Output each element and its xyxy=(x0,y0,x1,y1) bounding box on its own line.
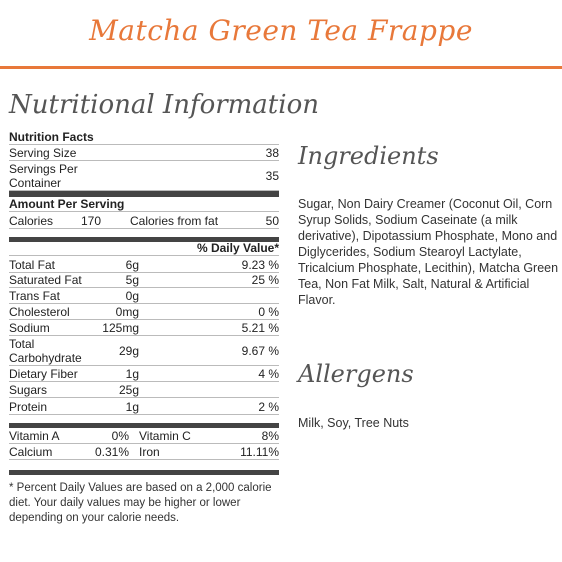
ingredients-heading: Ingredients xyxy=(298,142,439,170)
facts-label: Nutrition Facts xyxy=(9,130,94,144)
servings-per-container-value: 35 xyxy=(265,168,279,183)
nutrient-daily-value: 25 % xyxy=(251,273,279,287)
vitamin-b-value: 8% xyxy=(261,429,279,443)
nutrient-row xyxy=(9,256,279,273)
title-divider xyxy=(0,66,562,69)
allergens-heading: Allergens xyxy=(298,360,414,388)
calories-label: Calories xyxy=(9,214,54,228)
vitamin-a-value: 0.31% xyxy=(94,445,129,459)
footnote: * Percent Daily Values are based on a 2,000 calorie diet. Your daily values may be higher or lower depending on your calorie needs. xyxy=(9,470,279,526)
nutrition-facts-panel xyxy=(9,130,279,526)
vitamin-a-value: 0% xyxy=(111,429,129,443)
nutrient-name: Protein xyxy=(9,400,48,414)
vitamin-b-value: 11.11% xyxy=(240,445,279,459)
nutrient-amount: 6g xyxy=(125,258,139,272)
amount-per-serving-row xyxy=(9,191,279,212)
nutrient-amount: 1g xyxy=(125,367,139,381)
nutrition-heading: Nutritional Information xyxy=(9,90,319,120)
servings-per-container-row xyxy=(9,161,279,191)
serving-size-row xyxy=(9,145,279,161)
nutrient-row xyxy=(9,336,279,366)
nutrient-name: Dietary Fiber xyxy=(9,367,78,381)
vitamin-row xyxy=(9,428,279,444)
nutrient-name: Saturated Fat xyxy=(9,273,82,287)
nutrient-name: Trans Fat xyxy=(9,289,60,303)
nutrient-daily-value: 4 % xyxy=(258,367,279,381)
nutrient-name: Sodium xyxy=(9,321,50,335)
facts-label-row xyxy=(9,130,279,145)
nutrient-row xyxy=(9,398,279,415)
nutrient-row xyxy=(9,288,279,304)
nutrient-row xyxy=(9,382,279,398)
allergens-text: Milk, Soy, Tree Nuts xyxy=(298,416,409,430)
calories-fat-value: 50 xyxy=(265,214,279,228)
nutrient-daily-value: 9.23 % xyxy=(241,258,279,272)
amount-per-serving: Amount Per Serving xyxy=(9,197,125,211)
ingredients-text: Sugar, Non Dairy Creamer (Coconut Oil, Corn Syrup Solids, Sodium Caseinate (a milk derivative), Dipotassium Phosphate, Mono and Diglycerides, Sodium Stearoyl Lactylate, Tricalcium Phosphate, Lecithin), Matcha Green Tea, Non Fat Milk, Salt, Natural & Artificial Flavor. xyxy=(298,197,559,307)
nutrient-row xyxy=(9,304,279,320)
vitamin-list xyxy=(9,423,279,460)
nutrient-daily-value: 2 % xyxy=(258,400,279,414)
nutrient-name: Total Carbohydrate xyxy=(9,337,82,365)
servings-per-container-label: Servings Per Container xyxy=(9,162,78,190)
nutrient-daily-value: 9.67 % xyxy=(241,343,279,358)
vitamin-b-label: Iron xyxy=(139,445,160,459)
nutrient-row xyxy=(9,320,279,336)
nutrient-amount: 29g xyxy=(118,343,139,358)
nutrient-daily-value: 0 % xyxy=(258,305,279,319)
nutrient-amount: 125mg xyxy=(102,321,139,335)
nutrient-amount: 5g xyxy=(125,273,139,287)
nutrient-list xyxy=(9,256,279,415)
nutrient-amount: 1g xyxy=(125,400,139,414)
calories-value: 170 xyxy=(81,214,102,228)
nutrient-daily-value: 5.21 % xyxy=(241,321,279,335)
nutrient-name: Cholesterol xyxy=(9,305,70,319)
nutrient-name: Total Fat xyxy=(9,258,56,272)
serving-size-value: 38 xyxy=(265,146,279,160)
daily-value-header: % Daily Value* xyxy=(196,241,279,255)
vitamin-a-label: Calcium xyxy=(9,445,53,459)
daily-value-header-row xyxy=(9,237,279,256)
nutrient-amount: 0g xyxy=(125,289,139,303)
vitamin-b-label: Vitamin C xyxy=(139,429,191,443)
nutrient-name: Sugars xyxy=(9,383,48,397)
calories-row xyxy=(9,212,279,229)
serving-size-label: Serving Size xyxy=(9,146,77,160)
page-title: Matcha Green Tea Frappe xyxy=(89,14,473,47)
nutrient-row xyxy=(9,366,279,382)
nutrient-row xyxy=(9,273,279,288)
vitamin-row xyxy=(9,444,279,460)
nutrient-amount: 0mg xyxy=(115,305,139,319)
nutrient-amount: 25g xyxy=(118,383,139,397)
vitamin-a-label: Vitamin A xyxy=(9,429,60,443)
calories-fat-label: Calories from fat xyxy=(130,214,219,228)
